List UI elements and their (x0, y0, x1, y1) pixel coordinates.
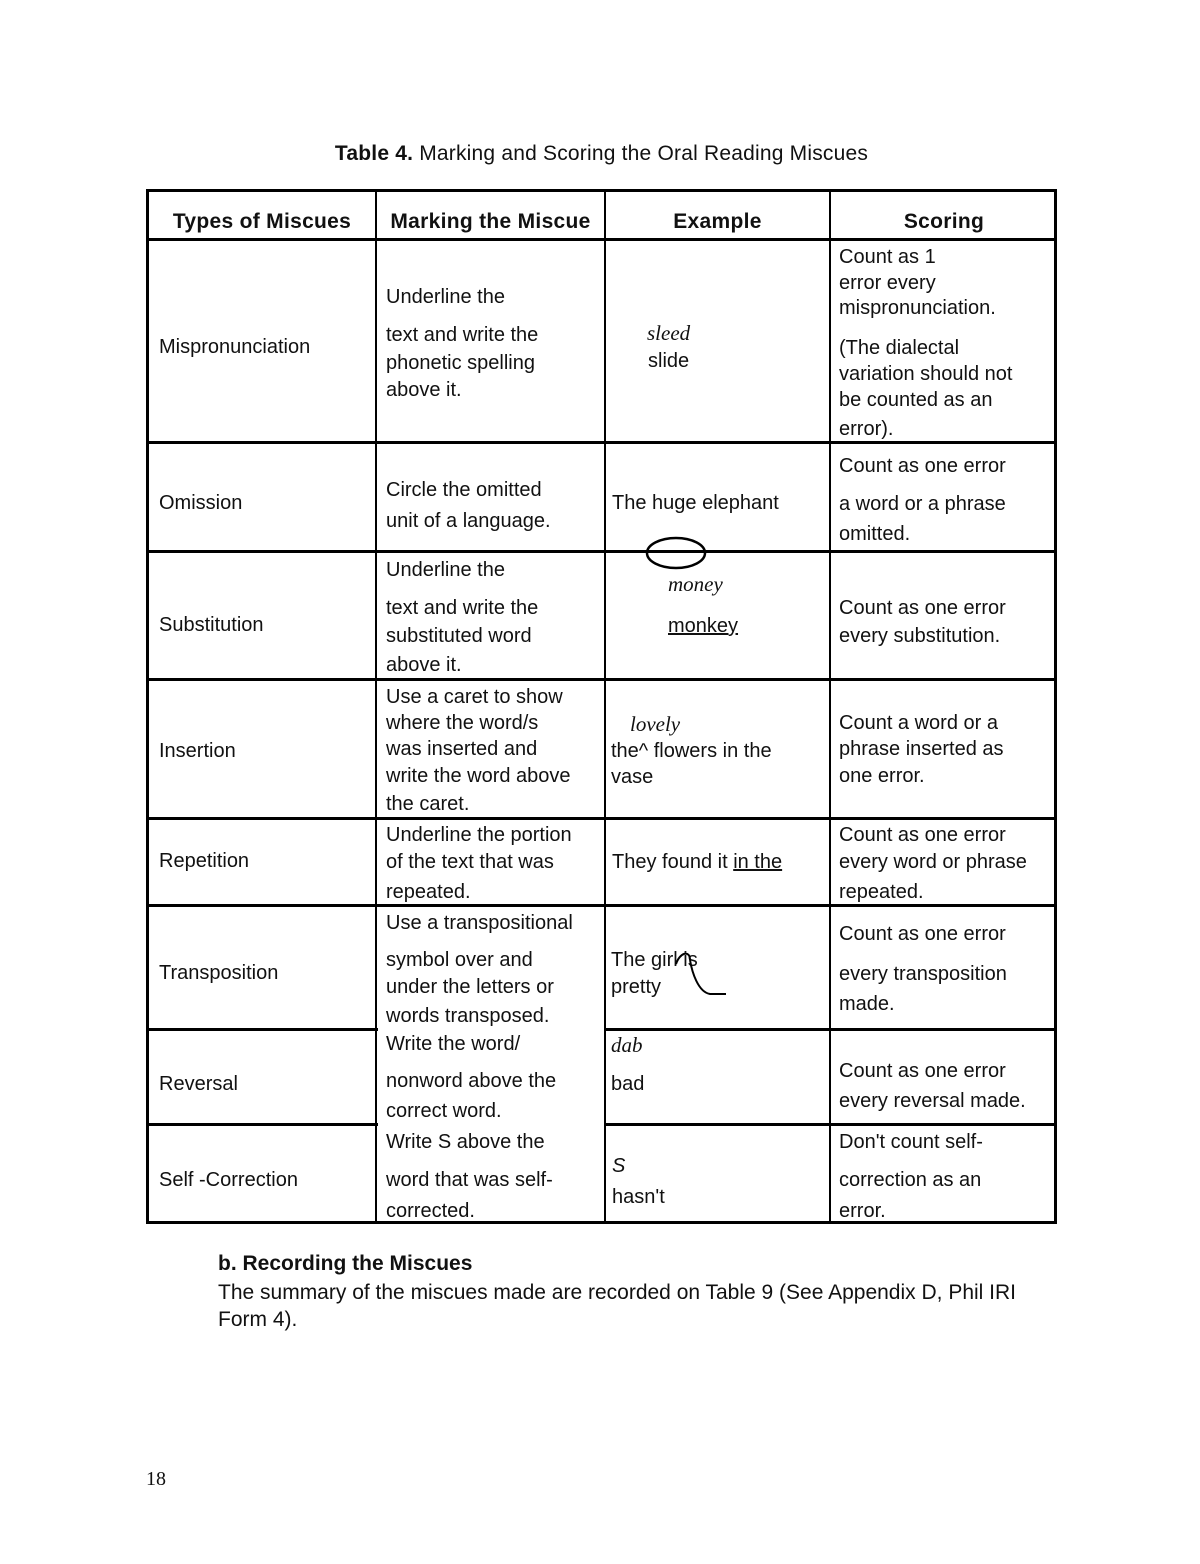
column-divider (604, 192, 606, 1221)
column-divider (375, 192, 377, 1221)
header-example: Example (673, 210, 762, 233)
handwritten-annotation: S (612, 1155, 626, 1177)
row-divider (149, 1123, 378, 1126)
table-caption-text: Marking and Scoring the Oral Reading Miscues (413, 142, 869, 165)
marking-line: repeated. (386, 881, 471, 903)
marking-line: Use a caret to show (386, 686, 563, 708)
marking-line: correct word. (386, 1100, 502, 1122)
marking-line: write the word above (386, 765, 571, 787)
scoring-line: Count as one error (839, 1060, 1006, 1082)
example-text (612, 849, 782, 875)
example-text: slide (648, 350, 690, 372)
row-divider (604, 1123, 1054, 1126)
marking-line: Underline the (386, 559, 505, 581)
scoring-line: error). (839, 418, 894, 440)
example-plain: They found it (612, 851, 734, 873)
scoring-line: repeated. (839, 881, 924, 903)
marking-line: where the word/s (386, 712, 539, 734)
type-cell: Repetition (159, 850, 250, 872)
section-title: b. Recording the Miscues (218, 1252, 473, 1275)
example-text: pretty (611, 976, 662, 998)
scoring-line: Count as 1 (839, 246, 936, 268)
miscues-table (146, 189, 1057, 1224)
scoring-line: (The dialectal (839, 337, 960, 359)
marking-line: of the text that was (386, 851, 554, 873)
scoring-line: Count as one error (839, 455, 1006, 477)
marking-line: nonword above the (386, 1070, 557, 1092)
scoring-line: Count as one error (839, 597, 1006, 619)
scoring-line: error every (839, 272, 936, 294)
example-text: hasn't (612, 1186, 665, 1208)
scoring-line: every substitution. (839, 625, 1001, 647)
row-divider (149, 1028, 378, 1031)
marking-line: under the letters or (386, 976, 554, 998)
type-cell: Substitution (159, 614, 264, 636)
handwritten-annotation: lovely (630, 712, 681, 736)
type-cell: Self -Correction (159, 1169, 298, 1191)
example-text: The girl is (611, 949, 698, 971)
scoring-line: mispronunciation. (839, 297, 996, 319)
header-types: Types of Miscues (172, 210, 352, 233)
marking-line: substituted word (386, 625, 532, 647)
scoring-line: Count as one error (839, 824, 1006, 846)
header-scoring: Scoring (903, 210, 985, 233)
scoring-line: every word or phrase (839, 851, 1027, 873)
marking-line: Use a transpositional (386, 912, 573, 934)
marking-line: Circle the omitted (386, 479, 542, 501)
handwritten-annotation: sleed (647, 321, 691, 345)
marking-line: the caret. (386, 793, 470, 815)
scoring-line: correction as an (839, 1169, 982, 1191)
row-divider (149, 817, 1054, 820)
marking-line: Write the word/ (386, 1033, 521, 1055)
row-divider (149, 678, 1054, 681)
marking-line: above it. (386, 654, 462, 676)
marking-line: word that was self- (386, 1169, 553, 1191)
marking-line: unit of a language. (386, 510, 551, 532)
scoring-line: every reversal made. (839, 1090, 1026, 1112)
row-divider (604, 1028, 1054, 1031)
transposition-symbol-mark (668, 944, 732, 1000)
example-text: monkey (668, 615, 739, 637)
section-body: The summary of the miscues made are recorded on Table 9 (See Appendix D, Phil IRI Form 4). (218, 1281, 1017, 1331)
scoring-line: one error. (839, 765, 925, 787)
marking-line: words transposed. (386, 1005, 550, 1027)
row-divider (149, 238, 1054, 241)
scoring-line: phrase inserted as (839, 738, 1004, 760)
table-caption-label: Table 4. (334, 142, 414, 165)
type-cell: Reversal (159, 1073, 238, 1095)
type-cell: Omission (159, 492, 243, 514)
marking-line: text and write the (386, 324, 539, 346)
example-text: bad (611, 1073, 645, 1095)
scoring-line: Don't count self- (839, 1131, 983, 1153)
marking-line: Underline the (386, 286, 505, 308)
column-divider (829, 192, 831, 1221)
type-cell: Mispronunciation (159, 336, 311, 358)
scoring-line: Count as one error (839, 923, 1006, 945)
page-number: 18 (146, 1468, 166, 1490)
marking-line: was inserted and (386, 738, 538, 760)
marking-line: text and write the (386, 597, 539, 619)
marking-line: symbol over and (386, 949, 533, 971)
table-caption (146, 142, 1057, 166)
scoring-line: error. (839, 1200, 886, 1222)
row-divider (149, 441, 1054, 444)
omission-circle-mark (640, 532, 712, 574)
handwritten-annotation: money (668, 572, 723, 596)
example-text: vase (611, 766, 654, 788)
marking-line: phonetic spelling (386, 352, 535, 374)
marking-line: Write S above the (386, 1131, 545, 1153)
example-text: The huge elephant (612, 492, 779, 514)
type-cell: Insertion (159, 740, 236, 762)
scoring-line: omitted. (839, 523, 911, 545)
scoring-line: be counted as an (839, 389, 993, 411)
example-text: the^ flowers in the (611, 740, 772, 762)
scoring-line: every transposition (839, 963, 1007, 985)
marking-line: above it. (386, 379, 462, 401)
header-marking: Marking the Miscue (390, 210, 591, 233)
scoring-line: variation should not (839, 363, 1013, 385)
scoring-line: made. (839, 993, 895, 1015)
handwritten-annotation: dab (611, 1033, 643, 1057)
row-divider (149, 550, 1054, 553)
marking-line: Underline the portion (386, 824, 572, 846)
example-repeated: in the (733, 851, 783, 873)
scoring-line: Count a word or a (839, 712, 998, 734)
scoring-line: a word or a phrase (839, 493, 1006, 515)
marking-line: corrected. (386, 1200, 475, 1222)
type-cell: Transposition (159, 962, 279, 984)
